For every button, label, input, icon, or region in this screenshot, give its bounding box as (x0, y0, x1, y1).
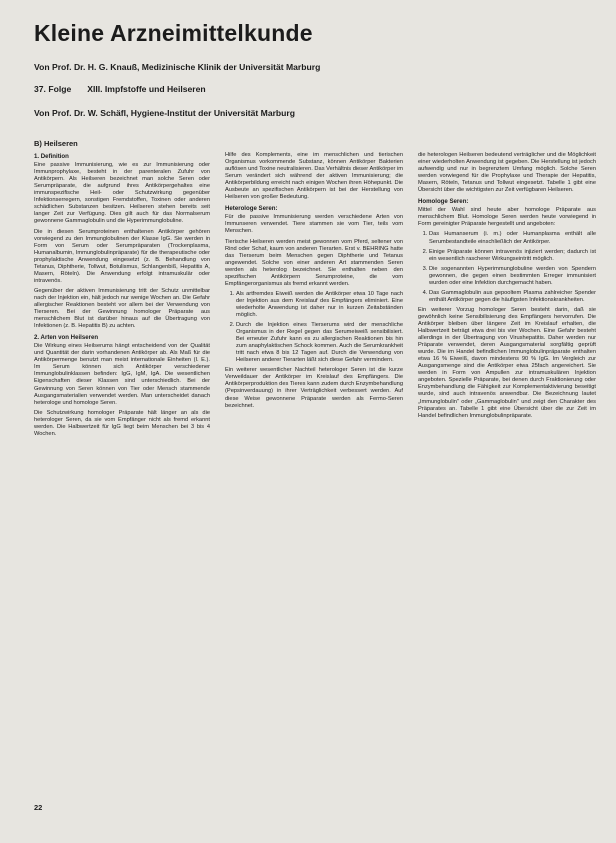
paragraph: Die in diesen Serumproteinen enthaltenen Antikörper gehören vorwiegend zu den Immunglobulinen der Klasse IgG. Sie werden in Form von Serum oder Serumpräparaten (Trockenplasma, Humanalbumin, Immunglobulinpräparate) für die therapeutische oder prophylaktische Anwendung eingesetzt (z. B. Behandlung von Tetanus, Diphtherie, Tollwut, Botulismus, Schlangenbiß, Hepatitis A, Masern, Röteln). Die Anwendung erfolgt intramuskulär oder intravenös. (34, 228, 210, 284)
paragraph: Eine passive Immunisierung, wie es zur Immunisierung oder Immunprophylaxe, besteht in der parenteralen Zufuhr von Antikörpern. Als Heilseren bezeichnet man solche Seren oder Serumpräparate, die aufgrund ihres Antikörpergehaltes eine immunspezifische Heil- oder Schutzwirkung gegenüber Infektionserregern, sonstigen Fremdstoffen, Toxinen oder anderen schädlichen Substanzen besitzen. Heilseren stehen bereits seit langer Zeit zur Verfügung. Dies gilt auch für das Normalserum gewonnene Gammaglobulin und die Hyperimmunglobuline. (34, 162, 210, 225)
numbered-list (418, 231, 596, 303)
paragraph: die heterologen Heilseren bedeutend verträglicher und die Möglichkeit einer wiederholten Anwendung ist gegeben. Die Herstellung ist jedoch aufwendig und nur in begrenztem Umfang möglich. Solche Seren werden vorwiegend für die Prophylaxe und Therapie der Hepatitis, Masern, Röteln, Tetanus und Tollwut eingesetzt. Tabelle 1 gibt eine Übersicht über die wichtigsten zur Zeit verfügbaren Heilseren. (418, 152, 596, 194)
subsection-heading: Heterologe Seren: (225, 205, 278, 213)
list-item: 4. Das Gammaglobulin aus gepooltem Plasma zahlreicher Spender enthält Antikörper gegen die häufigsten Infektionskrankheiten. (429, 290, 596, 304)
list-item: 2. Durch die Injektion eines Tierserums wird der menschliche Organismus in der Regel gegen das Serumeiweiß sensibilisiert. Bei erneuter Zufuhr kann es zu allergischen Reaktionen bis hin zum anaphylaktischen Schock kommen. Auch die Serumkrankheit tritt nach etwa 8 bis 12 Tagen auf. Durch die Verwendung von Heilseren anderer Tierarten läßt sich diese Gefahr vermindern. (236, 322, 403, 364)
paragraph: Tierische Heilseren werden meist gewonnen vom Pferd, seltener von Rind oder Schaf, kaum von anderen Tierarten. Erst v. BEHRING hatte das Tierserum beim Menschen gegen Diphtherie und Tetanus angewendet. Solche von einer anderen Art stammenden Seren werden als heterolog bezeichnet. Sie enthalten neben den spezifischen Antikörpern Serumproteine, die vom Empfängerorganismus als fremd erkannt werden. (225, 238, 403, 287)
chapter-title: XIII. Impfstoffe und Heilseren (87, 84, 206, 94)
series-number: 37. Folge (34, 84, 72, 94)
page-number: 22 (34, 803, 43, 812)
list-item: 1. Das Humanserum (i. m.) oder Humanplasma enthält alle Serumbestandteile einschließlich der Antikörper. (429, 231, 596, 245)
series-line (34, 84, 206, 94)
subsection-heading: Homologe Seren: (418, 198, 469, 206)
article-title: Kleine Arzneimittelkunde (34, 20, 313, 46)
list-item: 1. Als artfremdes Eiweiß werden die Antikörper etwa 10 Tage nach der Injektion aus dem Kreislauf des Empfängers eliminiert. Eine wiederholte Anwendung ist daher nur in kurzen Zeitabständen möglich. (236, 291, 403, 319)
list-item: 2. Einige Präparate können intravenös injiziert werden; dadurch ist ein wesentlich rascherer Wirkungseintritt möglich. (429, 249, 596, 263)
text-column-3 (418, 152, 596, 423)
author-line-1: Von Prof. Dr. H. G. Knauß, Medizinische Klinik der Universität Marburg (34, 62, 321, 72)
paragraph: Ein weiterer wesentlicher Nachteil heterologer Seren ist die kurze Verweildauer der Antikörper im Kreislauf des Empfängers. Die Antikörperproduktion des Tieres kann zudem durch Enzymbehandlung (Pepsinverdauung) in ihrer Verträglichkeit verbessert werden. Auf diese Weise gewonnene Präparate werden als Fermo-Seren bezeichnet. (225, 367, 403, 409)
paragraph: Für die passive Immunisierung werden verschiedene Arten von Immunseren verwendet. Tiere stammen sie vom Tier, teils vom Menschen. (225, 214, 403, 235)
section-heading: B) Heilseren (34, 139, 78, 148)
paragraph: Ein weiterer Vorzug homologer Seren besteht darin, daß sie gewöhnlich keine Sensibilisierung des Empfängers hervorrufen. Die Antikörper bleiben über längere Zeit im Kreislauf erhalten, die Halbwertzeit beträgt etwa drei bis vier Wochen. Eine Gefahr besteht allerdings in der Übertragung von Virushepatitis. Daher werden nur Präparate verwendet, deren Ausgangsmaterial sorgfältig geprüft wurde. Die im Handel befindlichen Immunglobulinpräparate enthalten etwa 16 % Eiweiß, davon mindestens 90 % IgG. Im Vergleich zur Ausgangsmenge sind die Antikörper etwa 25fach angereichert. Sie werden in Form von Ampullen zur intramuskulären Injektion angeboten. Spezielle Präparate, bei denen durch Fraktionierung oder Enzymbehandlung die Fähigkeit zur Komplementaktivierung beseitigt wurde, sind auch intravenös anwendbar. Die Bezeichnung lautet „Immunglobulin" oder „Gammaglobulin" und zeigt den Charakter des Präparates an. Tabelle 1 gibt eine Übersicht über die zur Zeit im Handel befindlichen Immunglobulinpräparate. (418, 306, 596, 419)
paragraph: Die Schutzwirkung homologer Präparate hält länger an als die heterologer Seren, da sie vom Empfänger nicht als fremd erkannt werden. Die Halbwertzeit für IgG liegt beim Menschen bei 3 bis 4 Wochen. (34, 409, 210, 437)
numbered-list (225, 291, 403, 364)
paragraph: Hilfe des Komplements, eine im menschlichen und tierischen Organismus vorkommende Substanz, können Antikörper Bakterien auflösen und Toxine neutralisieren. Das Verhältnis dieser Antikörper im Serum verändert sich während der aktiven Immunisierung; die Antikörperbildung erreicht nach einigen Wochen ihren Höhepunkt. Die Ausbeute an spezifischen Antikörpern ist bei der Herstellung von Heilseren von großer Bedeutung. (225, 152, 403, 201)
list-item: 3. Die sogenannten Hyperimmunglobuline werden von Spendern gewonnen, die gegen einen bestimmten Erreger immunisiert wurden oder eine Infektion durchgemacht haben. (429, 266, 596, 287)
paragraph: Mittel der Wahl sind heute aber homologe Präparate aus menschlichem Blut. Homologe Seren werden heute vorwiegend in Form gereinigter Präparate hergestellt und angeboten: (418, 207, 596, 228)
subsection-heading: 1. Definition (34, 153, 69, 161)
paragraph: Gegenüber der aktiven Immunisierung tritt der Schutz unmittelbar nach der Injektion ein, hält jedoch nur wenige Wochen an. Die Gefahr allergischer Reaktionen besteht vor allem bei der Verwendung von Tierseren. Bei der Gewinnung homologer Präparate aus menschlichem Blut ist darüber hinaus auf die Übertragung von Infektionen (z. B. Hepatitis B) zu achten. (34, 287, 210, 330)
text-column-2 (225, 152, 403, 413)
text-column-1 (34, 140, 210, 441)
author-line-2: Von Prof. Dr. W. Schäfl, Hygiene-Institut der Universität Marburg (34, 108, 296, 118)
subsection-heading: 2. Arten von Heilseren (34, 334, 99, 342)
paragraph: Die Wirkung eines Heilserums hängt entscheidend von der Qualität und Quantität der darin vorhandenen Antikörper ab. Als Maß für die Antikörpermenge benutzt man meist internationale Einheiten (I. E.). Im Serum können sich Antikörper verschiedener Immunglobulinklassen befinden: IgG, IgM, IgA. Die wesentlichen Eigenschaften dieser Klassen sind unterschiedlich. Bei der Gewinnung von Seren können von Tier oder Mensch stammende Ausgangsmaterialien verwendet werden. Man unterscheidet danach heterologe und homologe Seren. (34, 343, 210, 406)
